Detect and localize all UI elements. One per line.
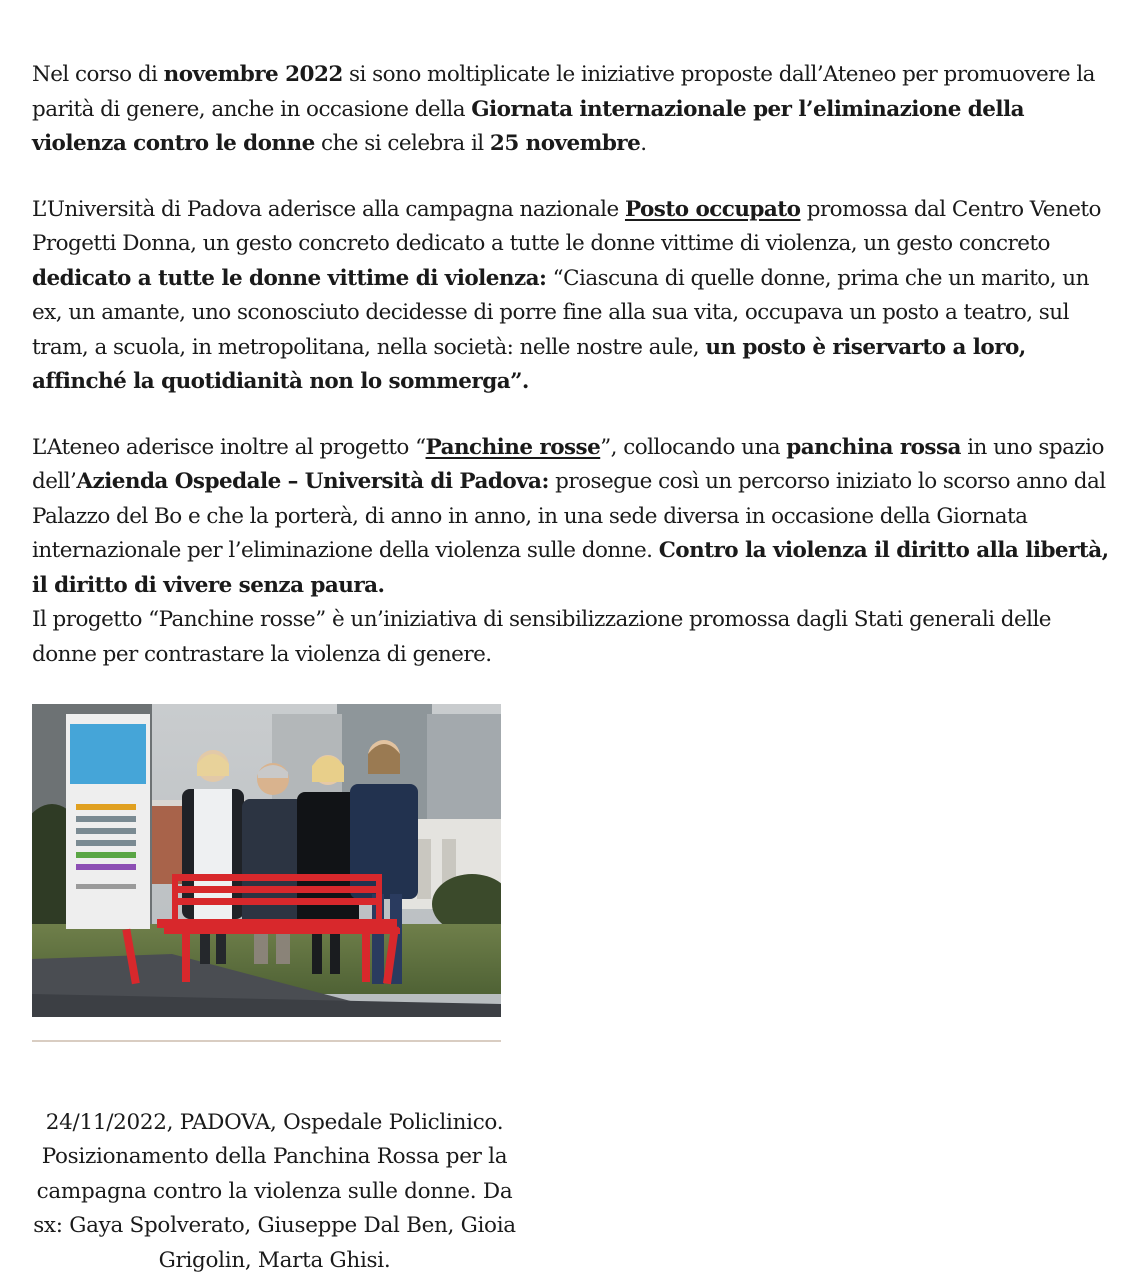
text: in uno spazio dell’ [32,434,1104,494]
bold-hospital-name: Azienda Ospedale – Università di Padova: [76,469,549,494]
photo-caption: 24/11/2022, PADOVA, Ospedale Policlinico. Posizionamento della Panchina Rossa per la campagna contro la violenza sulle donne. Da sx: Gaya Spolverato, Giuseppe Dal Ben, Gioia Grigolin, Marta Ghisi. [33,1110,516,1273]
red-bench-photo [32,704,501,1017]
bold-event-date: 25 novembre [489,131,641,156]
text: L’Ateneo aderisce inoltre al progetto “ [32,434,426,460]
bold-text: dedicato a tutte le donne vittime di violenza: [32,265,547,291]
text: si sono moltiplicate le iniziative proposte dall’Ateneo per promuovere la parità di genere, anche in occasione della [32,62,1095,122]
paragraph-project-description: Il progetto “Panchine rosse” è un’iniziativa di sensibilizzazione promossa dagli Stati generali delle donne per contrastare la violenza di genere. [32,607,1051,667]
bold-text: panchina rossa [786,434,961,460]
bold-event-name: Giornata internazionale per l’eliminazione della violenza contro le donne [32,96,1025,156]
text: ”, collocando una [600,434,787,460]
text: promossa dal Centro Veneto Progetti Donna, un gesto concreto dedicato a tutte le donne vittime di violenza, un gesto concreto [32,196,1101,256]
text: che si celebra il [314,131,490,156]
panchine-rosse-link[interactable]: Panchine rosse [425,434,601,460]
text: L’Università di Padova aderisce alla campagna nazionale [32,196,625,222]
bold-date: novembre 2022 [163,62,343,87]
text: Nel corso di [32,62,164,87]
article-body [32,58,1112,703]
text: . [640,131,647,156]
bold-quote: un posto è riservarto a loro, affinché la quotidianità non lo sommerga”. [32,334,1026,394]
paragraph-panchine-rosse [32,431,1112,604]
caption-divider [32,1040,501,1042]
bold-slogan: Contro la violenza il diritto alla libertà, il diritto di vivere senza paura. [32,538,1109,598]
text: prosegue così un percorso iniziato lo scorso anno dal Palazzo del Bo e che la porterà, di anno in anno, in una sede diversa in occasione della Giornata internazionale per l’eliminazione della violenza sulle donne. [32,469,1106,563]
text: “Ciascuna di quelle donne, prima che un marito, un ex, un amante, uno sconosciuto decidesse di porre fine alla sua vita, occupava un posto a teatro, sul tram, a scuola, in metropolitana, nella società: nelle nostre aule, [32,265,1089,360]
paragraph-intro [32,58,1112,162]
posto-occupato-link[interactable]: Posto occupato [624,196,801,222]
paragraph-posto-occupato [32,193,1112,400]
